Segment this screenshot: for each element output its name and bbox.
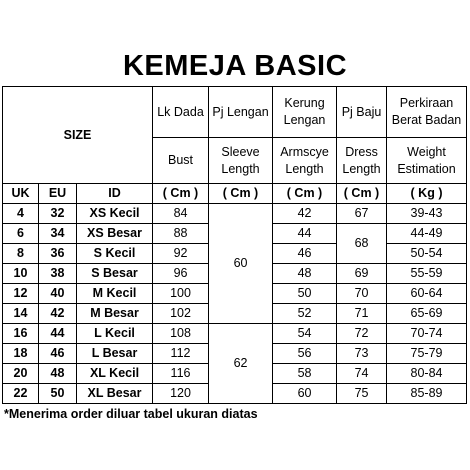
bust-cell: 88 bbox=[153, 224, 209, 244]
unit-cm: ( Cm ) bbox=[209, 184, 273, 204]
eu-cell: 36 bbox=[39, 244, 77, 264]
dress-cell: 75 bbox=[337, 384, 387, 404]
id-cell: XL Besar bbox=[77, 384, 153, 404]
armscye-cell: 60 bbox=[273, 384, 337, 404]
id-cell: XL Kecil bbox=[77, 364, 153, 384]
armscye-cell: 54 bbox=[273, 324, 337, 344]
dress-cell: 69 bbox=[337, 264, 387, 284]
armscye-length-header: Armscye Length bbox=[273, 138, 337, 184]
eu-cell: 32 bbox=[39, 204, 77, 224]
id-cell: M Besar bbox=[77, 304, 153, 324]
kerung-lengan-header: Kerung Lengan bbox=[273, 87, 337, 138]
bust-cell: 92 bbox=[153, 244, 209, 264]
eu-header: EU bbox=[39, 184, 77, 204]
id-cell: S Besar bbox=[77, 264, 153, 284]
eu-cell: 34 bbox=[39, 224, 77, 244]
perkiraan-berat-header: Perkiraan Berat Badan bbox=[387, 87, 467, 138]
uk-cell: 4 bbox=[3, 204, 39, 224]
armscye-cell: 58 bbox=[273, 364, 337, 384]
eu-cell: 46 bbox=[39, 344, 77, 364]
dress-cell: 70 bbox=[337, 284, 387, 304]
armscye-cell: 52 bbox=[273, 304, 337, 324]
weight-cell: 50-54 bbox=[387, 244, 467, 264]
bust-cell: 120 bbox=[153, 384, 209, 404]
header-row-1 bbox=[3, 87, 467, 138]
id-header: ID bbox=[77, 184, 153, 204]
eu-cell: 42 bbox=[39, 304, 77, 324]
unit-cm: ( Cm ) bbox=[153, 184, 209, 204]
uk-cell: 10 bbox=[3, 264, 39, 284]
pj-lengan-header: Pj Lengan bbox=[209, 87, 273, 138]
uk-cell: 18 bbox=[3, 344, 39, 364]
uk-cell: 8 bbox=[3, 244, 39, 264]
table-row bbox=[3, 324, 467, 344]
bust-cell: 102 bbox=[153, 304, 209, 324]
dress-cell: 74 bbox=[337, 364, 387, 384]
sleeve-cell: 60 bbox=[209, 204, 273, 324]
armscye-cell: 50 bbox=[273, 284, 337, 304]
id-cell: XS Besar bbox=[77, 224, 153, 244]
size-header: SIZE bbox=[3, 87, 153, 184]
sleeve-cell: 62 bbox=[209, 324, 273, 404]
id-cell: XS Kecil bbox=[77, 204, 153, 224]
armscye-cell: 42 bbox=[273, 204, 337, 224]
weight-cell: 85-89 bbox=[387, 384, 467, 404]
armscye-cell: 48 bbox=[273, 264, 337, 284]
lk-dada-header: Lk Dada bbox=[153, 87, 209, 138]
eu-cell: 48 bbox=[39, 364, 77, 384]
dress-cell: 73 bbox=[337, 344, 387, 364]
uk-cell: 16 bbox=[3, 324, 39, 344]
armscye-cell: 56 bbox=[273, 344, 337, 364]
weight-cell: 39-43 bbox=[387, 204, 467, 224]
bust-header: Bust bbox=[153, 138, 209, 184]
bust-cell: 108 bbox=[153, 324, 209, 344]
armscye-cell: 44 bbox=[273, 224, 337, 244]
bust-cell: 84 bbox=[153, 204, 209, 224]
weight-cell: 65-69 bbox=[387, 304, 467, 324]
bust-cell: 116 bbox=[153, 364, 209, 384]
id-cell: M Kecil bbox=[77, 284, 153, 304]
bust-cell: 100 bbox=[153, 284, 209, 304]
eu-cell: 40 bbox=[39, 284, 77, 304]
weight-cell: 70-74 bbox=[387, 324, 467, 344]
sleeve-length-header: Sleeve Length bbox=[209, 138, 273, 184]
pj-baju-header: Pj Baju bbox=[337, 87, 387, 138]
unit-cm: ( Cm ) bbox=[337, 184, 387, 204]
size-chart-table bbox=[2, 86, 467, 404]
dress-cell: 71 bbox=[337, 304, 387, 324]
eu-cell: 38 bbox=[39, 264, 77, 284]
uk-cell: 20 bbox=[3, 364, 39, 384]
weight-cell: 55-59 bbox=[387, 264, 467, 284]
dress-cell: 68 bbox=[337, 224, 387, 264]
header-row-3 bbox=[3, 184, 467, 204]
uk-cell: 6 bbox=[3, 224, 39, 244]
uk-cell: 12 bbox=[3, 284, 39, 304]
bust-cell: 112 bbox=[153, 344, 209, 364]
footnote: *Menerima order diluar tabel ukuran diatas bbox=[4, 407, 258, 421]
dress-length-header: Dress Length bbox=[337, 138, 387, 184]
dress-cell: 72 bbox=[337, 324, 387, 344]
unit-kg: ( Kg ) bbox=[387, 184, 467, 204]
uk-header: UK bbox=[3, 184, 39, 204]
id-cell: L Besar bbox=[77, 344, 153, 364]
page-title: KEMEJA BASIC bbox=[122, 50, 348, 82]
id-cell: S Kecil bbox=[77, 244, 153, 264]
eu-cell: 50 bbox=[39, 384, 77, 404]
bust-cell: 96 bbox=[153, 264, 209, 284]
uk-cell: 14 bbox=[3, 304, 39, 324]
uk-cell: 22 bbox=[3, 384, 39, 404]
table-row bbox=[3, 204, 467, 224]
weight-cell: 60-64 bbox=[387, 284, 467, 304]
unit-cm: ( Cm ) bbox=[273, 184, 337, 204]
weight-cell: 44-49 bbox=[387, 224, 467, 244]
weight-cell: 80-84 bbox=[387, 364, 467, 384]
weight-cell: 75-79 bbox=[387, 344, 467, 364]
armscye-cell: 46 bbox=[273, 244, 337, 264]
dress-cell: 67 bbox=[337, 204, 387, 224]
id-cell: L Kecil bbox=[77, 324, 153, 344]
eu-cell: 44 bbox=[39, 324, 77, 344]
weight-estimation-header: Weight Estimation bbox=[387, 138, 467, 184]
